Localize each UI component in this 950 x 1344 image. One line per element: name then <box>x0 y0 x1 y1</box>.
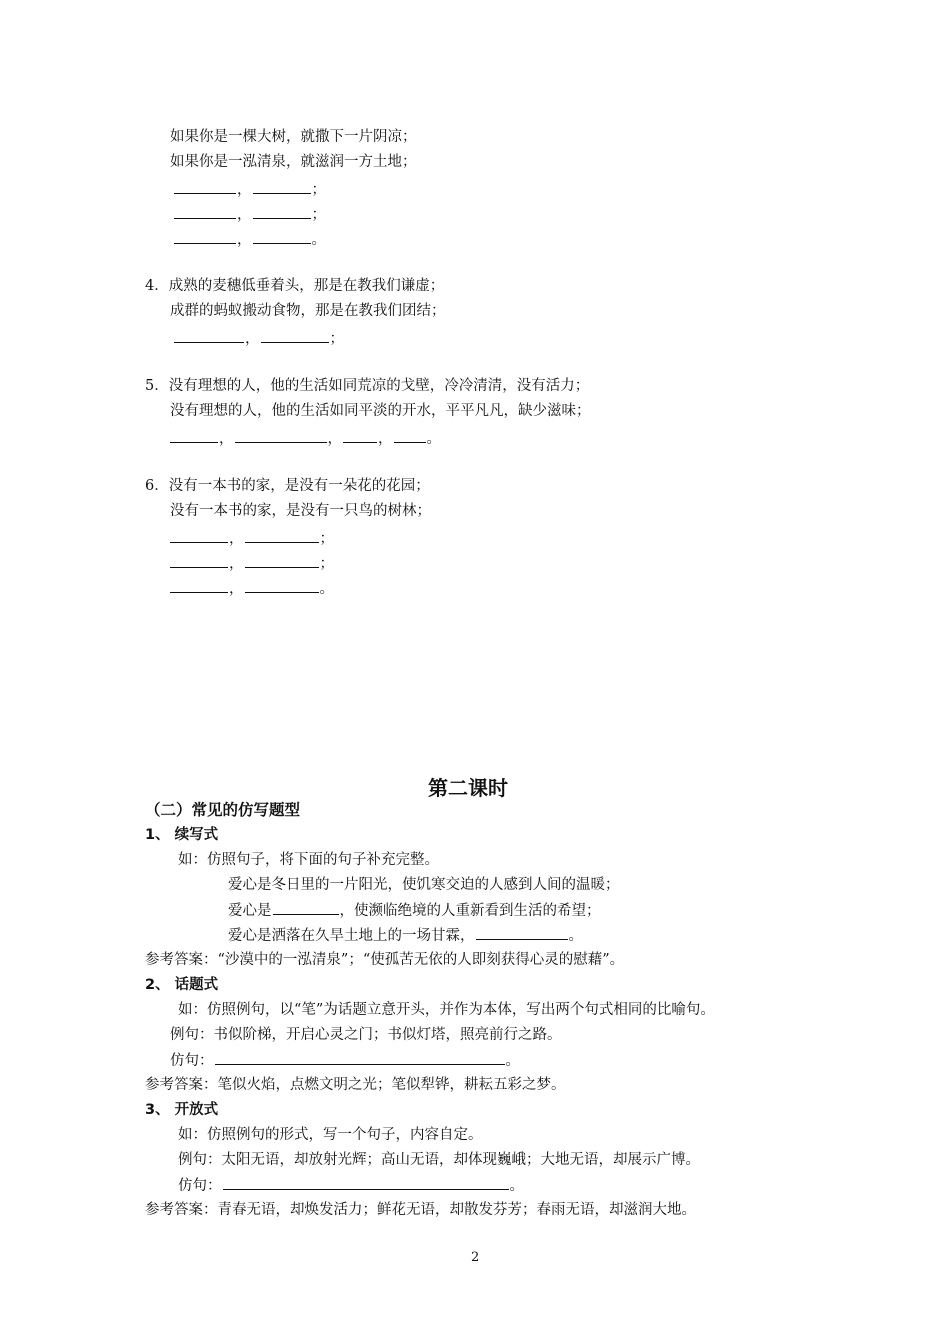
q3-line-1: 如果你是一棵大树，就撒下一片阴凉； <box>170 129 417 145</box>
answer-blank[interactable] <box>245 578 319 593</box>
type1-heading: 1、 续写式 <box>145 827 219 843</box>
type3-answer: 参考答案：青春无语，却焕发活力；鲜花无语，却散发芬芳；春雨无语，却滋润大地。 <box>145 1202 696 1218</box>
answer-blank[interactable] <box>174 179 236 194</box>
type3-imitate-row: 仿句： 。 <box>178 1175 524 1196</box>
q5-line-2: 没有理想的人，他的生活如同平淡的开水，平平凡凡，缺少滋味； <box>170 403 591 419</box>
q6-blank-row-2: ， ； <box>169 553 334 574</box>
answer-blank[interactable] <box>174 204 236 219</box>
answer-blank[interactable] <box>174 229 236 244</box>
answer-blank[interactable] <box>261 328 329 343</box>
q3-blank-row-3: ， 。 <box>173 229 326 250</box>
q4-blank-row: ， ； <box>173 328 344 349</box>
q6-blank-row-1: ， ； <box>169 528 334 549</box>
type2-example: 例句：书似阶梯，开启心灵之门；书似灯塔，照亮前行之路。 <box>170 1027 562 1043</box>
answer-blank[interactable] <box>253 204 311 219</box>
answer-blank[interactable] <box>253 179 311 194</box>
type1-line-1: 爱心是冬日里的一片阳光，使饥寒交迫的人感到人间的温暖； <box>228 877 620 893</box>
type3-heading: 3、 开放式 <box>145 1102 219 1118</box>
answer-blank[interactable] <box>170 553 228 568</box>
q5-line-1: 5．没有理想的人，他的生活如同荒凉的戈壁，冷冷清清，没有活力； <box>145 378 590 394</box>
q5-blank-row: ， ， ， 。 <box>169 428 441 449</box>
q4-line-1: 4．成熟的麦穗低垂着头，那是在教我们谦虚； <box>145 278 445 294</box>
answer-blank[interactable] <box>273 900 339 915</box>
answer-blank[interactable] <box>394 428 426 443</box>
answer-blank[interactable] <box>235 428 327 443</box>
q3-blank-row-2: ， ； <box>173 204 326 225</box>
type2-imitate-row: 仿句： 。 <box>170 1050 520 1071</box>
type3-intro: 如：仿照例句的形式，写一个句子，内容自定。 <box>178 1127 483 1143</box>
type1-line-2: 爱心是 ，使濒临绝境的人重新看到生活的希望； <box>228 900 601 921</box>
q6-line-2: 没有一本书的家，是没有一只鸟的树林； <box>170 503 431 519</box>
answer-blank[interactable] <box>170 528 228 543</box>
answer-blank[interactable] <box>245 528 319 543</box>
type1-line-3: 爱心是洒落在久旱土地上的一场甘霖， 。 <box>228 925 583 946</box>
q4-line-2: 成群的蚂蚁搬动食物，那是在教我们团结； <box>170 303 446 319</box>
type2-heading: 2、 话题式 <box>145 977 219 993</box>
q6-blank-row-3: ， 。 <box>169 578 334 599</box>
page-number: 2 <box>471 1250 480 1265</box>
type2-intro: 如：仿照例句，以“笔”为话题立意开头，并作为本体，写出两个句式相同的比喻句。 <box>178 1002 715 1018</box>
q3-line-2: 如果你是一泓清泉，就滋润一方土地； <box>170 154 417 170</box>
type3-example: 例句：太阳无语，却放射光辉；高山无语，却体现巍峨；大地无语，却展示广博。 <box>178 1152 700 1168</box>
answer-blank[interactable] <box>253 229 311 244</box>
type2-answer: 参考答案：笔似火焰，点燃文明之光；笔似犁铧，耕耘五彩之梦。 <box>145 1077 566 1093</box>
q3-blank-row-1: ， ； <box>173 179 326 200</box>
answer-blank[interactable] <box>476 925 568 940</box>
answer-blank[interactable] <box>215 1050 505 1065</box>
section-heading: （二）常见的仿写题型 <box>145 801 301 819</box>
answer-blank[interactable] <box>170 578 228 593</box>
answer-blank[interactable] <box>170 428 218 443</box>
answer-blank[interactable] <box>343 428 377 443</box>
answer-blank[interactable] <box>223 1175 509 1190</box>
type1-answer: 参考答案：“沙漠中的一泓清泉”；“使孤苦无依的人即刻获得心灵的慰藉”。 <box>145 952 625 968</box>
lesson-title: 第二课时 <box>428 776 508 800</box>
answer-blank[interactable] <box>245 553 319 568</box>
q6-line-1: 6．没有一本书的家，是没有一朵花的花园； <box>145 478 430 494</box>
answer-blank[interactable] <box>174 328 244 343</box>
type1-intro: 如：仿照句子，将下面的句子补充完整。 <box>178 852 439 868</box>
